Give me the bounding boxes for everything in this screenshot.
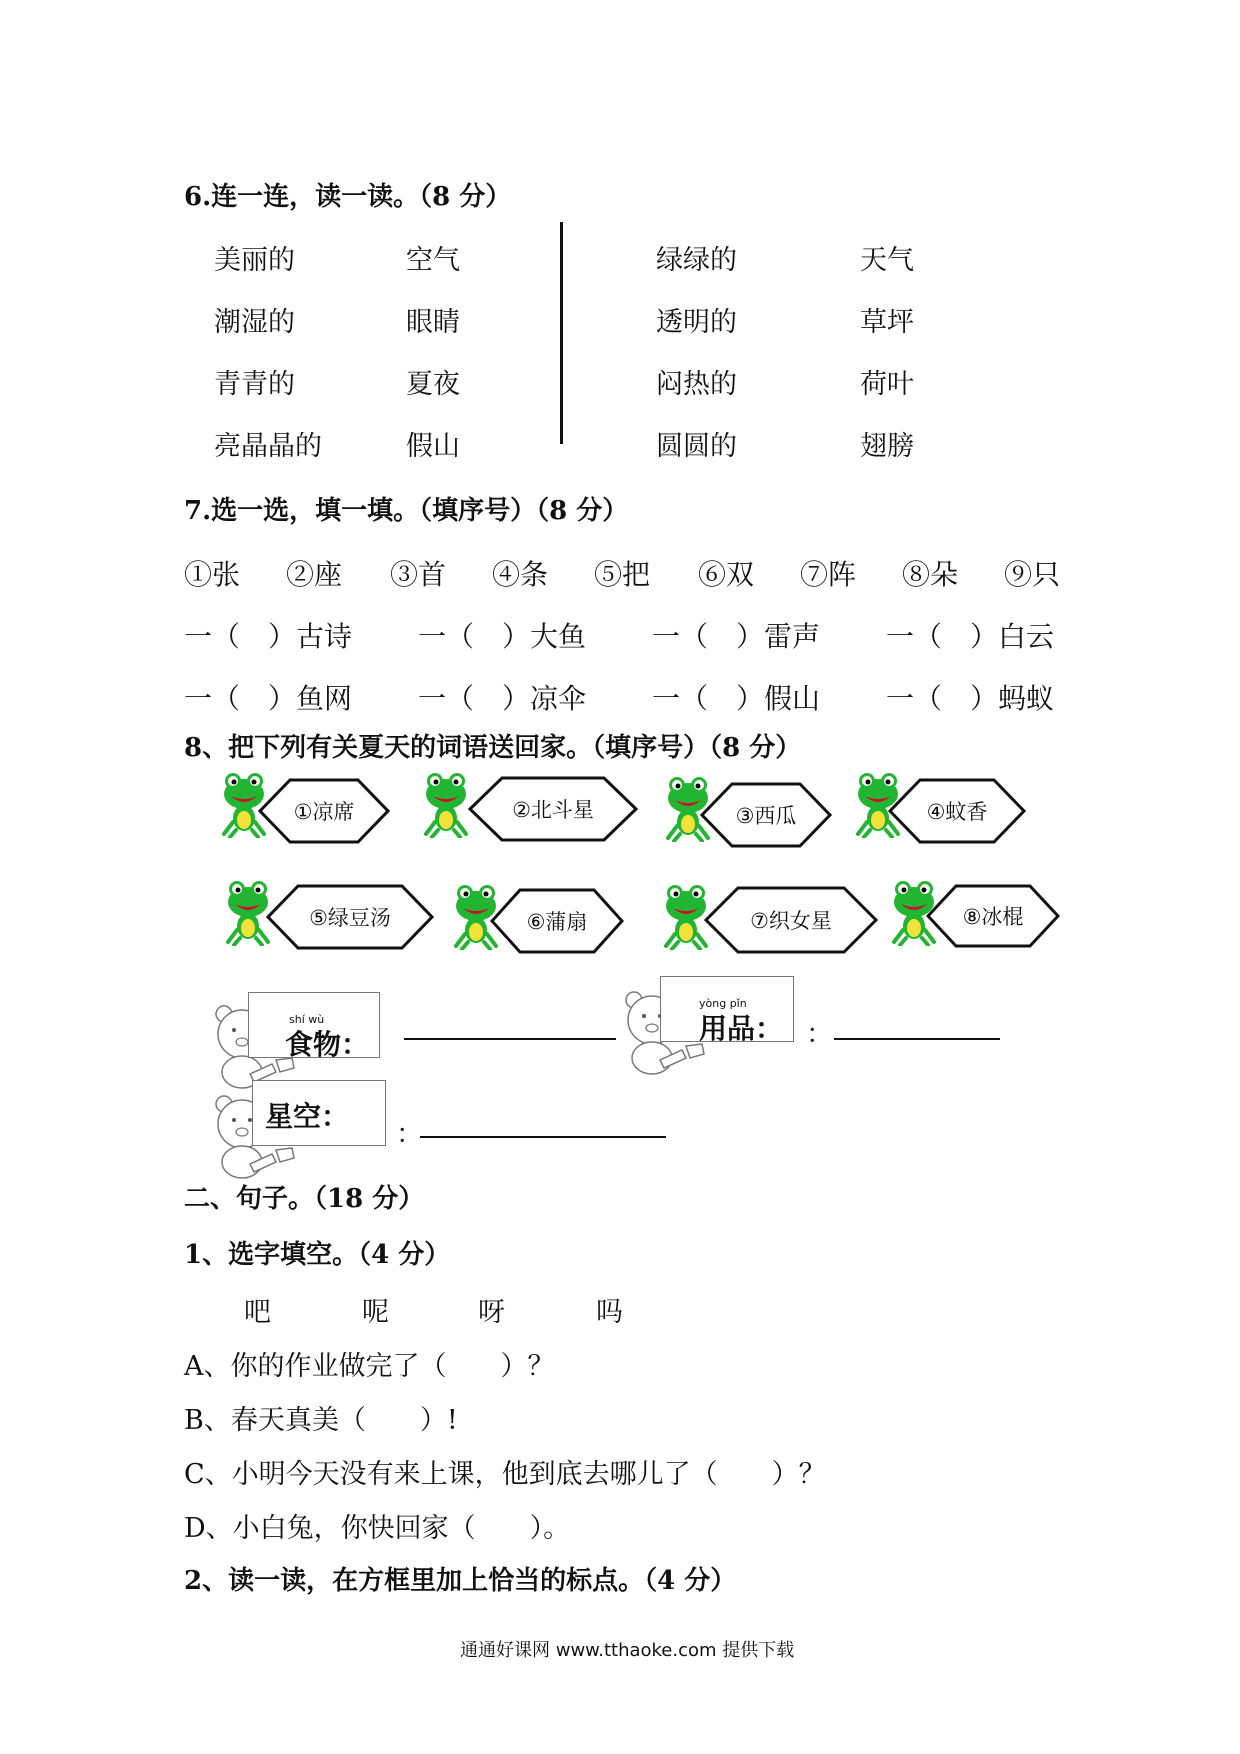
frog-icon <box>664 884 708 950</box>
q6-right-a-1: 绿绿的 <box>656 245 737 276</box>
q7-row1-item-3: 一（ ）雷声 <box>652 620 821 653</box>
q7-row1-item-2: 一（ ）大鱼 <box>418 620 587 653</box>
q6-left-a-2: 潮湿的 <box>214 307 295 338</box>
home-pinyin: shí wù <box>289 1013 325 1026</box>
q6-right-a-2: 透明的 <box>656 307 737 338</box>
q7-row2-item-1: 一（ ）鱼网 <box>184 682 353 715</box>
sentence-d: D、小白兔，你快回家（ ）。 <box>184 1513 571 1544</box>
word-hexagon <box>888 778 1026 844</box>
colon-mark: ： <box>806 1019 833 1050</box>
sentence-c: C、小明今天没有来上课，他到底去哪儿了（ ）？ <box>184 1459 826 1490</box>
word-label: ②北斗星 <box>512 798 594 822</box>
choice-word: 吗 <box>596 1297 623 1328</box>
q6-left-a-4: 亮晶晶的 <box>214 431 322 462</box>
word-label: ⑤绿豆汤 <box>309 906 391 930</box>
q7-row2-item-3: 一（ ）假山 <box>652 682 821 715</box>
part2-q2-title: 2、读一读，在方框里加上恰当的标点。（4 分） <box>184 1566 737 1596</box>
q7-option-9: ⑨只 <box>1004 558 1061 591</box>
q7-row1-item-1: 一（ ）古诗 <box>184 620 353 653</box>
word-label: ⑦织女星 <box>750 909 832 933</box>
q6-divider <box>560 222 563 444</box>
q6-left-b-4: 假山 <box>406 431 460 462</box>
word-hexagon <box>468 776 638 842</box>
q6-right-a-3: 闷热的 <box>656 369 737 400</box>
q6-right-b-2: 草坪 <box>860 307 914 338</box>
frog-icon <box>424 772 468 838</box>
q7-option-4: ④条 <box>492 558 549 591</box>
home-sign-supplies <box>660 976 794 1045</box>
choice-word: 吧 <box>244 1297 271 1328</box>
q7-title: 7.选一选，填一填。（填序号）（8 分） <box>184 496 629 526</box>
part2-title: 二、句子。（18 分） <box>184 1184 425 1214</box>
q6-right-b-3: 荷叶 <box>860 369 914 400</box>
sentence-a: A、你的作业做完了（ ）？ <box>184 1351 555 1382</box>
home-label: 用品： <box>699 1012 784 1045</box>
word-hexagon <box>258 778 390 844</box>
q7-option-5: ⑤把 <box>594 558 651 591</box>
q6-title: 6.连一连，读一读。（8 分） <box>184 182 512 212</box>
q7-row2-item-4: 一（ ）蚂蚁 <box>886 682 1055 715</box>
home-sign-food <box>248 992 380 1061</box>
home-label: 食物： <box>285 1028 370 1061</box>
q7-option-8: ⑧朵 <box>902 558 959 591</box>
q7-row2-item-2: 一（ ）凉伞 <box>418 682 587 715</box>
q7-option-2: ②座 <box>286 558 343 591</box>
answer-line-sky <box>420 1136 666 1138</box>
word-hexagon <box>700 782 832 848</box>
word-label: ⑥蒲扇 <box>526 910 588 934</box>
word-hexagon <box>266 884 434 950</box>
choice-word: 呀 <box>478 1297 505 1328</box>
q7-row1-item-4: 一（ ）白云 <box>886 620 1055 653</box>
q7-option-7: ⑦阵 <box>800 558 857 591</box>
answer-line-food <box>404 1038 616 1040</box>
part2-q1-title: 1、选字填空。（4 分） <box>184 1240 451 1270</box>
word-hexagon <box>926 884 1060 948</box>
q7-option-3: ③首 <box>390 558 447 591</box>
q6-left-a-1: 美丽的 <box>214 245 295 276</box>
word-label: ④蚊香 <box>926 800 988 824</box>
q7-option-6: ⑥双 <box>698 558 755 591</box>
q6-left-b-1: 空气 <box>406 245 460 276</box>
q6-left-a-3: 青青的 <box>214 369 295 400</box>
q6-left-b-2: 眼睛 <box>406 307 460 338</box>
home-sign-sky <box>252 1080 386 1146</box>
q6-right-a-4: 圆圆的 <box>656 431 737 462</box>
sentence-b: B、春天真美（ ）! <box>184 1405 458 1436</box>
word-hexagon <box>490 888 624 954</box>
frog-icon <box>226 880 270 946</box>
q7-option-1: ①张 <box>184 558 241 591</box>
footer-credit: 通通好课网 www.tthaoke.com 提供下载 <box>460 1640 795 1661</box>
word-label: ①凉席 <box>293 800 355 824</box>
home-label: 星空： <box>265 1100 350 1133</box>
answer-line-supplies <box>834 1038 1000 1040</box>
choice-word: 呢 <box>362 1297 389 1328</box>
q6-right-b-1: 天气 <box>860 245 914 276</box>
q6-right-b-4: 翅膀 <box>860 431 914 462</box>
q8-title: 8、把下列有关夏天的词语送回家。（填序号）（8 分） <box>184 733 802 763</box>
word-label: ③西瓜 <box>735 804 797 828</box>
word-hexagon <box>704 886 878 954</box>
word-label: ⑧冰棍 <box>962 905 1024 929</box>
home-pinyin: yòng pǐn <box>699 997 747 1010</box>
colon-mark: ： <box>396 1119 423 1150</box>
q6-left-b-3: 夏夜 <box>406 369 460 400</box>
